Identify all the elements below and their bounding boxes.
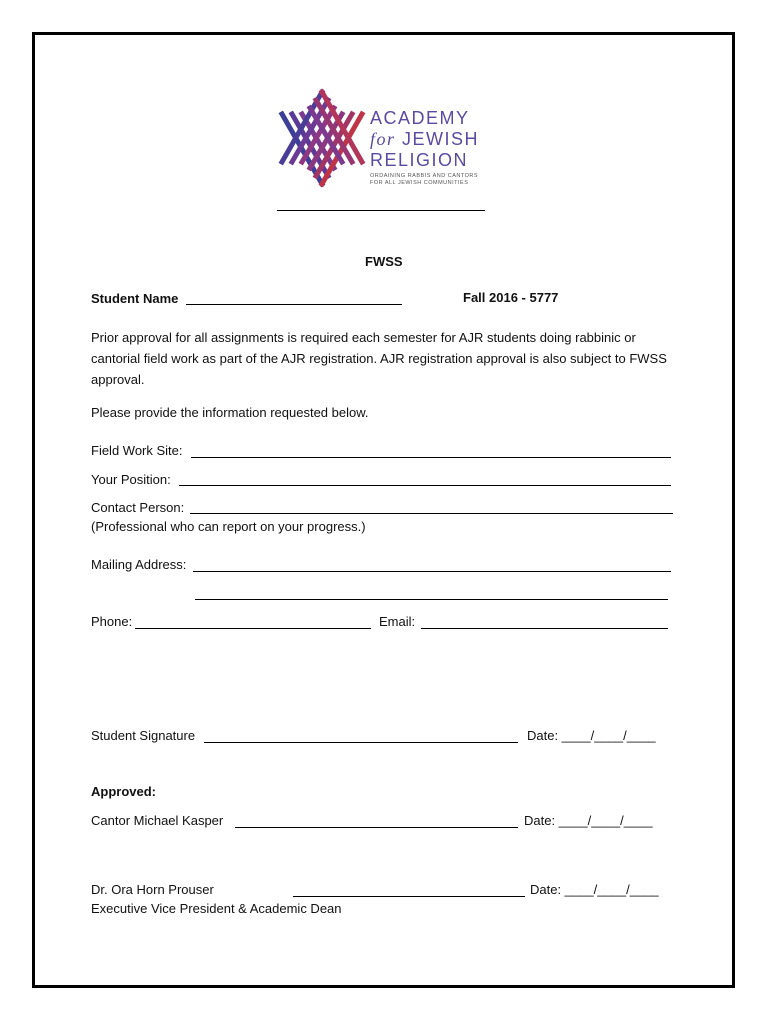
phone-label: Phone: [91, 614, 133, 629]
contact-person-field[interactable] [190, 513, 673, 514]
field-work-site-field[interactable] [191, 457, 671, 458]
term-label: Fall 2016 - 5777 [463, 290, 559, 305]
instruction-text: Please provide the information requested below. [91, 405, 369, 420]
approver1-date-label[interactable]: Date: ____/____/____ [524, 813, 653, 828]
logo-line-jewish: for JEWISH [370, 129, 480, 149]
form-title: FWSS [365, 254, 403, 269]
mailing-address-field-2[interactable] [195, 599, 668, 600]
contact-person-note: (Professional who can report on your progress.) [91, 519, 366, 534]
student-signature-field[interactable] [204, 742, 518, 743]
logo-wordmark [370, 108, 480, 187]
approver2-name: Dr. Ora Horn Prouser [91, 882, 214, 897]
student-name-label: Student Name [91, 291, 179, 306]
approver1-name: Cantor Michael Kasper [91, 813, 224, 828]
student-signature-label: Student Signature [91, 728, 196, 743]
position-label: Your Position: [91, 472, 171, 487]
logo-tagline: ORDAINING RABBIS AND CANTORS FOR ALL JEWISH COMMUNITIES [370, 173, 479, 186]
approver2-date-label[interactable]: Date: ____/____/____ [530, 882, 659, 897]
logo-line-academy: ACADEMY [370, 108, 470, 128]
mailing-address-label: Mailing Address: [91, 557, 187, 572]
ajr-logo [276, 88, 480, 198]
mailing-address-field-1[interactable] [193, 571, 671, 572]
position-field[interactable] [179, 485, 671, 486]
approver1-signature-field[interactable] [235, 827, 518, 828]
header-divider [277, 210, 485, 211]
approved-label: Approved: [91, 784, 156, 799]
email-field[interactable] [421, 628, 668, 629]
approver2-title: Executive Vice President & Academic Dean [91, 901, 342, 916]
email-label: Email: [379, 614, 416, 629]
star-of-david-icon [276, 88, 368, 196]
field-work-site-label: Field Work Site: [91, 443, 183, 458]
logo-line-religion: RELIGION [370, 150, 469, 170]
contact-person-label: Contact Person: [91, 500, 185, 515]
intro-paragraph: Prior approval for all assignments is required each semester for AJR students doing rabbinic or cantorial field work as part of the AJR registration. AJR registration approval is also subject to FWSS approval. [91, 330, 667, 387]
student-name-field[interactable] [186, 304, 402, 305]
phone-field[interactable] [135, 628, 371, 629]
approver2-signature-field[interactable] [293, 896, 525, 897]
student-date-label[interactable]: Date: ____/____/____ [527, 728, 656, 743]
